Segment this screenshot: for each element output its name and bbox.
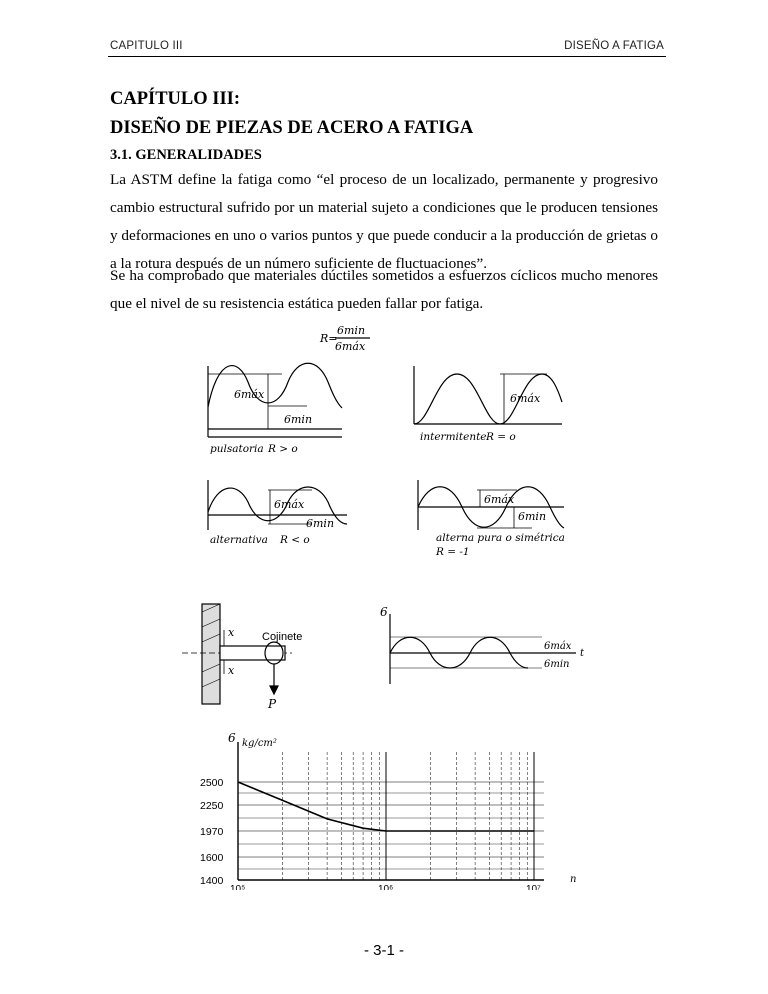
running-header-right: DISEÑO A FATIGA xyxy=(564,40,664,52)
bearing-label: Cojinete xyxy=(262,631,303,643)
paragraph-definition: La ASTM define la fatiga como “el proceso de un localizado, permanente y progresivo cambio estructural sufrido por un material sujeto a condiciones que le producen tensiones y deformaciones en uno o varios puntos y que puede conducir a la producción de grietas o a la rotura después de un número suficiente de fluctuaciones”. xyxy=(110,171,658,272)
time-plot-min: 6min xyxy=(544,659,570,670)
sn-xlabel: n xyxy=(570,874,577,885)
y-tick-label: 1400 xyxy=(200,875,224,887)
y-tick-label: 1600 xyxy=(200,852,224,864)
ratio-lhs: R= xyxy=(320,332,338,345)
panel1-caption: pulsatoria xyxy=(210,443,264,455)
panel-intermitente xyxy=(414,366,562,443)
panel1-condition: R > o xyxy=(268,443,298,455)
sn-chart xyxy=(200,731,576,890)
section-heading: 3.1. GENERALIDADES xyxy=(110,147,262,163)
panel3-condition: R < o xyxy=(280,534,310,546)
y-tick-label: 1970 xyxy=(200,826,224,838)
panel2-condition: R = o xyxy=(486,431,516,443)
chapter-title: CAPÍTULO III: xyxy=(110,89,241,109)
panel1-min: 6min xyxy=(284,413,313,426)
ratio-numerator: 6min xyxy=(337,324,366,337)
y-tick-label: 2500 xyxy=(200,777,224,789)
panel4-caption: alterna pura o simétrica xyxy=(436,532,565,544)
sn-yunit: kg/cm² xyxy=(242,738,277,749)
stress-time-plot xyxy=(380,605,585,684)
shaft-x-bottom: x xyxy=(228,664,235,677)
panel3-caption: alternativa xyxy=(210,534,268,546)
time-plot-ylabel: 6 xyxy=(380,605,388,619)
panel4-min: 6min xyxy=(518,510,547,523)
panel-pulsatoria xyxy=(208,363,342,455)
shaft-x-top: x xyxy=(228,626,235,639)
x-tick-label: 10⁷ xyxy=(526,884,541,890)
fatigue-figure xyxy=(172,312,592,890)
panel3-max: 6máx xyxy=(274,498,305,511)
running-header-left: CAPITULO III xyxy=(110,40,183,52)
header-rule xyxy=(108,56,666,57)
panel1-max: 6máx xyxy=(234,388,265,401)
time-plot-max: 6máx xyxy=(544,641,572,652)
paragraph-ductile: Se ha comprobado que materiales dúctiles sometidos a esfuerzos cíclicos mucho menores que el nivel de su resistencia estática pueden fallar por fatiga. xyxy=(110,267,658,312)
page-number: - 3-1 - xyxy=(363,942,404,959)
panel4-max: 6máx xyxy=(484,493,515,506)
x-tick-label: 10⁵ xyxy=(230,884,246,890)
panel-alternativa xyxy=(208,480,347,546)
ratio-denominator: 6máx xyxy=(335,340,366,353)
y-tick-label: 2250 xyxy=(200,800,224,812)
panel2-caption: intermitente xyxy=(420,431,487,443)
load-label: P xyxy=(268,697,277,711)
panel-simetrica xyxy=(418,480,565,558)
panel4-condition: R = -1 xyxy=(436,546,470,558)
sn-ylabel: 6 xyxy=(228,731,236,745)
panel2-max: 6máx xyxy=(510,392,541,405)
shaft-diagram xyxy=(182,604,302,711)
panel3-min: 6min xyxy=(306,517,335,530)
chapter-subtitle: DISEÑO DE PIEZAS DE ACERO A FATIGA xyxy=(110,118,474,138)
time-plot-xlabel: t xyxy=(580,648,585,659)
x-tick-label: 10⁶ xyxy=(378,884,394,890)
